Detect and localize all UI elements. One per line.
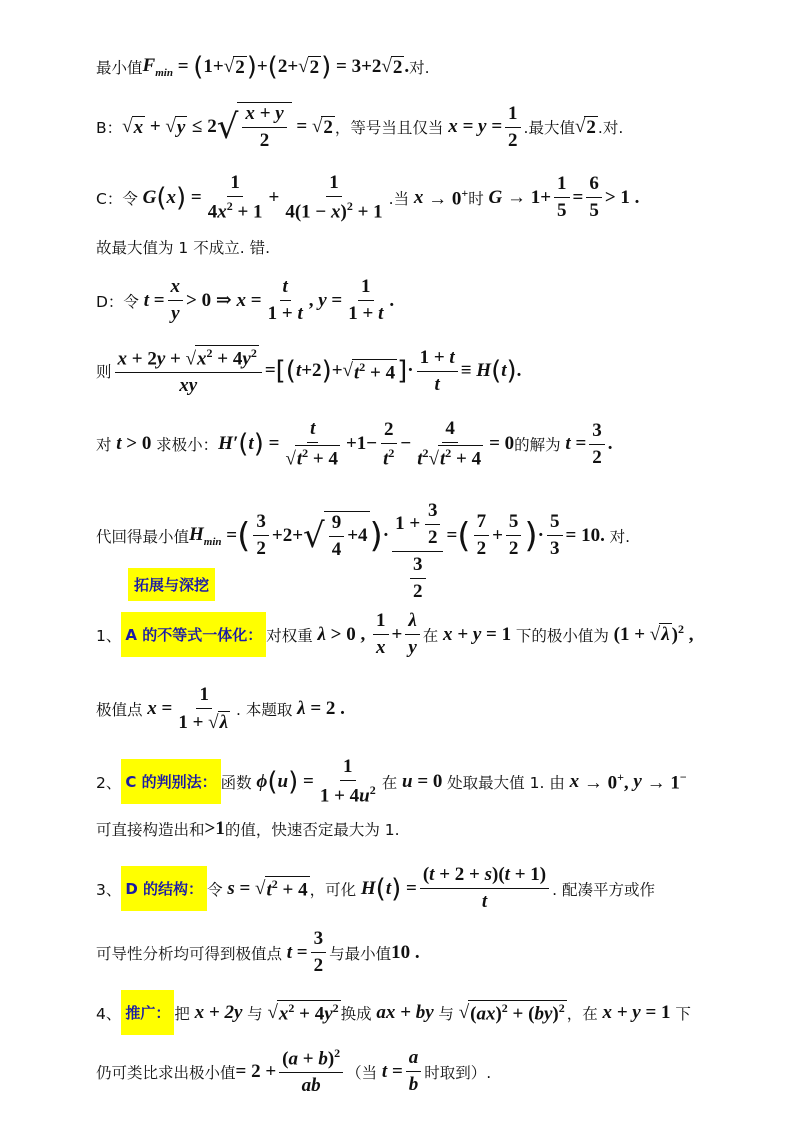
section-title: 拓展与深挖 [128, 568, 215, 601]
line-d-expression: 则 $\frac{x + 2y + √x^2 + 4y^2}{xy}$ = [ ( t +2 ) +√ $t^2 + 4$ ] · $\frac{1 + t}{t}$ ≡ H ( t ) . [96, 346, 522, 397]
line-fmin: 最小值 $F_{min}$ = ( 1+ √ 2 ) + ( 2+ √ 2 ) = 3+2√ 2 . 对. [96, 52, 430, 82]
item-2-line2: 可直接构造出和 >1 的值，快速否定最大为 1. [96, 818, 400, 839]
item-3-line2: 可导性分析均可得到极值点 t = $\frac{3}{2}$ 与最小值 10 . [96, 928, 420, 976]
item-4: 4、 推广： 把 x + 2y 与 √ $x^2 + 4y^2$ 换成 ax + by 与 √ (ax)$^2$ + (by)$^2$ ，在 x + y = 1 下 [96, 990, 691, 1035]
line-c: C：令 G ( x ) = $\frac{1}{4x^2 + 1}$ + $\frac{1}{4(1 - x)^2 + 1}$ .当 x → 0+ 时 G → 1+ $\frac{1}{5}$ = $\frac{6}{5}$ > 1 . [96, 172, 640, 223]
line-derivative: 对 t > 0 求极小： H′ ( t ) = $\frac{t}{√t^2 + 4}$ +1− $\frac{2}{t^2}$ − $\frac{4}{t^2√t^2 + 4}$ = 0 的解为 t = $\frac{3}{2}$ . [96, 418, 613, 470]
item-4-line2: 仍可类比求出极小值 = 2 + $\frac{(a + b)^2}{ab}$ （当 t = $\frac{a}{b}$ 时取到）. [96, 1046, 492, 1097]
item-1-line2: 极值点 x = $\frac{1}{1 + √\lambda}$ . 本题取 λ = 2 . [96, 684, 345, 733]
item-2: 2、 C 的判别法： 函数 ϕ ( u ) = $\frac{1}{1 + 4u^2}$ 在 u = 0 处取最大值 1. 由 x → 0+, y → 1− [96, 756, 687, 807]
line-c-conclusion: 故最大值为 1 不成立. 错. [96, 239, 270, 257]
line-min-value: 代回得最小值 $H_{min}$ = ( $\frac{3}{2}$ +2+ √ $\frac{9}{4}$ +4 ) · 1 + $\frac{3}{2}$ $\frac{3}{2}$ = ( $\frac{7}{2}$ + $\frac{5}{2}$ ) · $\frac{5}{3}$ = 10. 对. [96, 500, 631, 602]
line-d: D：令 t = $\frac{x}{y}$ > 0 ⇒ x = $\frac{t}{1 + t}$ , y = $\frac{1}{1 + t}$ . [96, 276, 395, 324]
line-b: B： √ x + √ y ≤ 2 √ $\frac{x + y}{2}$ = √ 2 ，等号当且仅当 x = y = $\frac{1}{2}$ .最大值 √ 2 .对. [96, 102, 624, 151]
item-1: 1、 A 的不等式一体化： 对权重 λ > 0 , $\frac{1}{x}$ + $\frac{\lambda}{y}$ 在 x + y = 1 下的极小值为 (1 + √ λ )$^2$ , [96, 610, 694, 658]
item-3: 3、 D 的结构： 令 s = √ $t^2 + 4$ ，可化 H ( t ) = $\frac{(t + 2 + s)(t + 1)}{t}$ . 配凑平方或作 [96, 864, 655, 912]
